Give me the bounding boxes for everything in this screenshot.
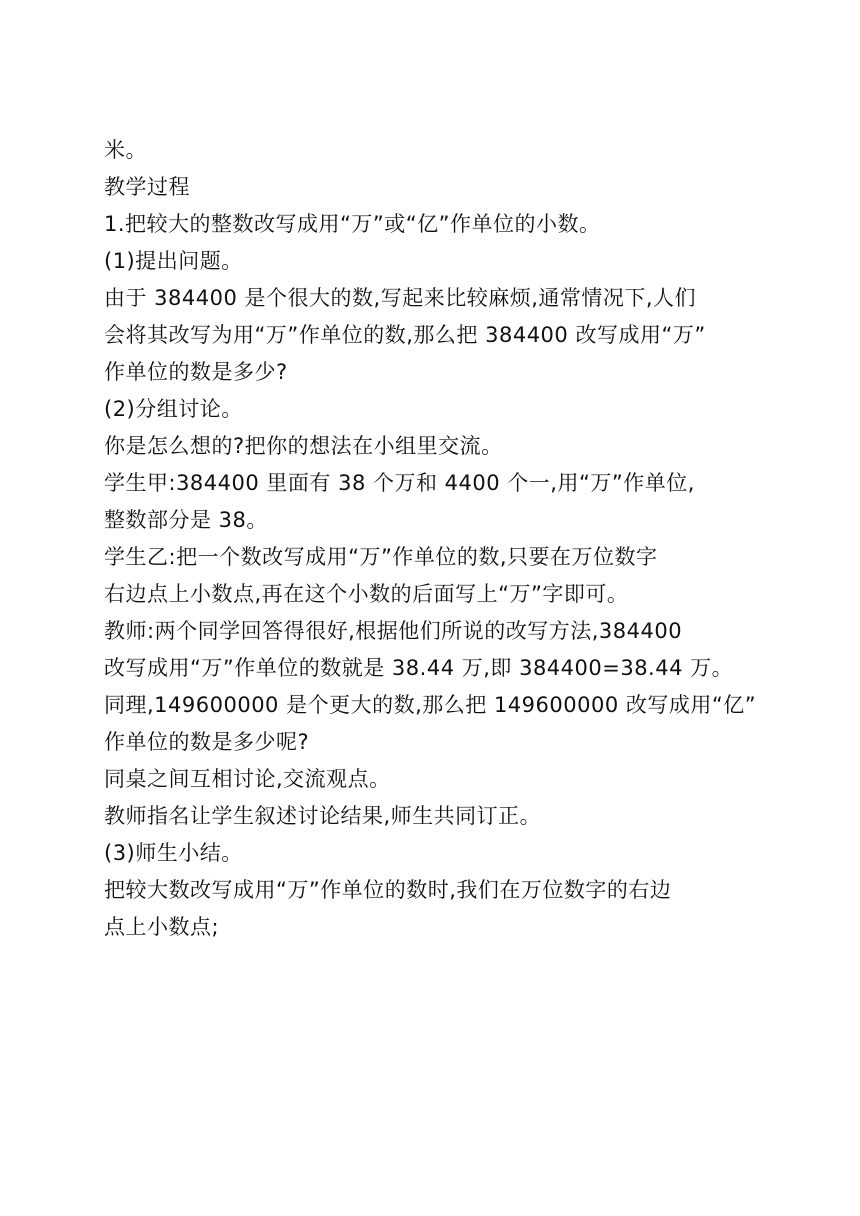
text-line: 作单位的数是多少? xyxy=(104,360,288,384)
text-line: 学生甲:384400 里面有 38 个万和 4400 个一,用“万”作单位, xyxy=(104,471,695,495)
text-line: 同理,149600000 是个更大的数,那么把 149600000 改写成用“亿” xyxy=(104,693,757,717)
document-body xyxy=(104,132,757,946)
text-line: 点上小数点; xyxy=(104,915,220,939)
section-heading: 教学过程 xyxy=(104,175,190,199)
text-line: 教师指名让学生叙述讨论结果,师生共同订正。 xyxy=(104,804,542,828)
text-line: 整数部分是 38。 xyxy=(104,508,268,532)
sub-step-heading: (1)提出问题。 xyxy=(104,249,243,273)
sub-step-heading: (2)分组讨论。 xyxy=(104,397,243,421)
sub-step-heading: (3)师生小结。 xyxy=(104,841,243,865)
text-line: 把较大数改写成用“万”作单位的数时,我们在万位数字的右边 xyxy=(104,878,672,902)
text-line: 你是怎么想的?把你的想法在小组里交流。 xyxy=(104,434,503,458)
text-line: 改写成用“万”作单位的数就是 38.44 万,即 384400=38.44 万。 xyxy=(104,656,734,680)
text-line: 会将其改写为用“万”作单位的数,那么把 384400 改写成用“万” xyxy=(104,323,706,347)
text-line: 同桌之间互相讨论,交流观点。 xyxy=(104,767,391,791)
text-line: 学生乙:把一个数改写成用“万”作单位的数,只要在万位数字 xyxy=(104,545,658,569)
text-line: 作单位的数是多少呢? xyxy=(104,730,310,754)
step-heading: 1.把较大的整数改写成用“万”或“亿”作单位的小数。 xyxy=(104,212,601,236)
text-line: 右边点上小数点,再在这个小数的后面写上“万”字即可。 xyxy=(104,582,629,606)
text-line: 米。 xyxy=(104,138,147,162)
text-line: 由于 384400 是个很大的数,写起来比较麻烦,通常情况下,人们 xyxy=(104,286,697,310)
text-line: 教师:两个同学回答得很好,根据他们所说的改写方法,384400 xyxy=(104,619,683,643)
